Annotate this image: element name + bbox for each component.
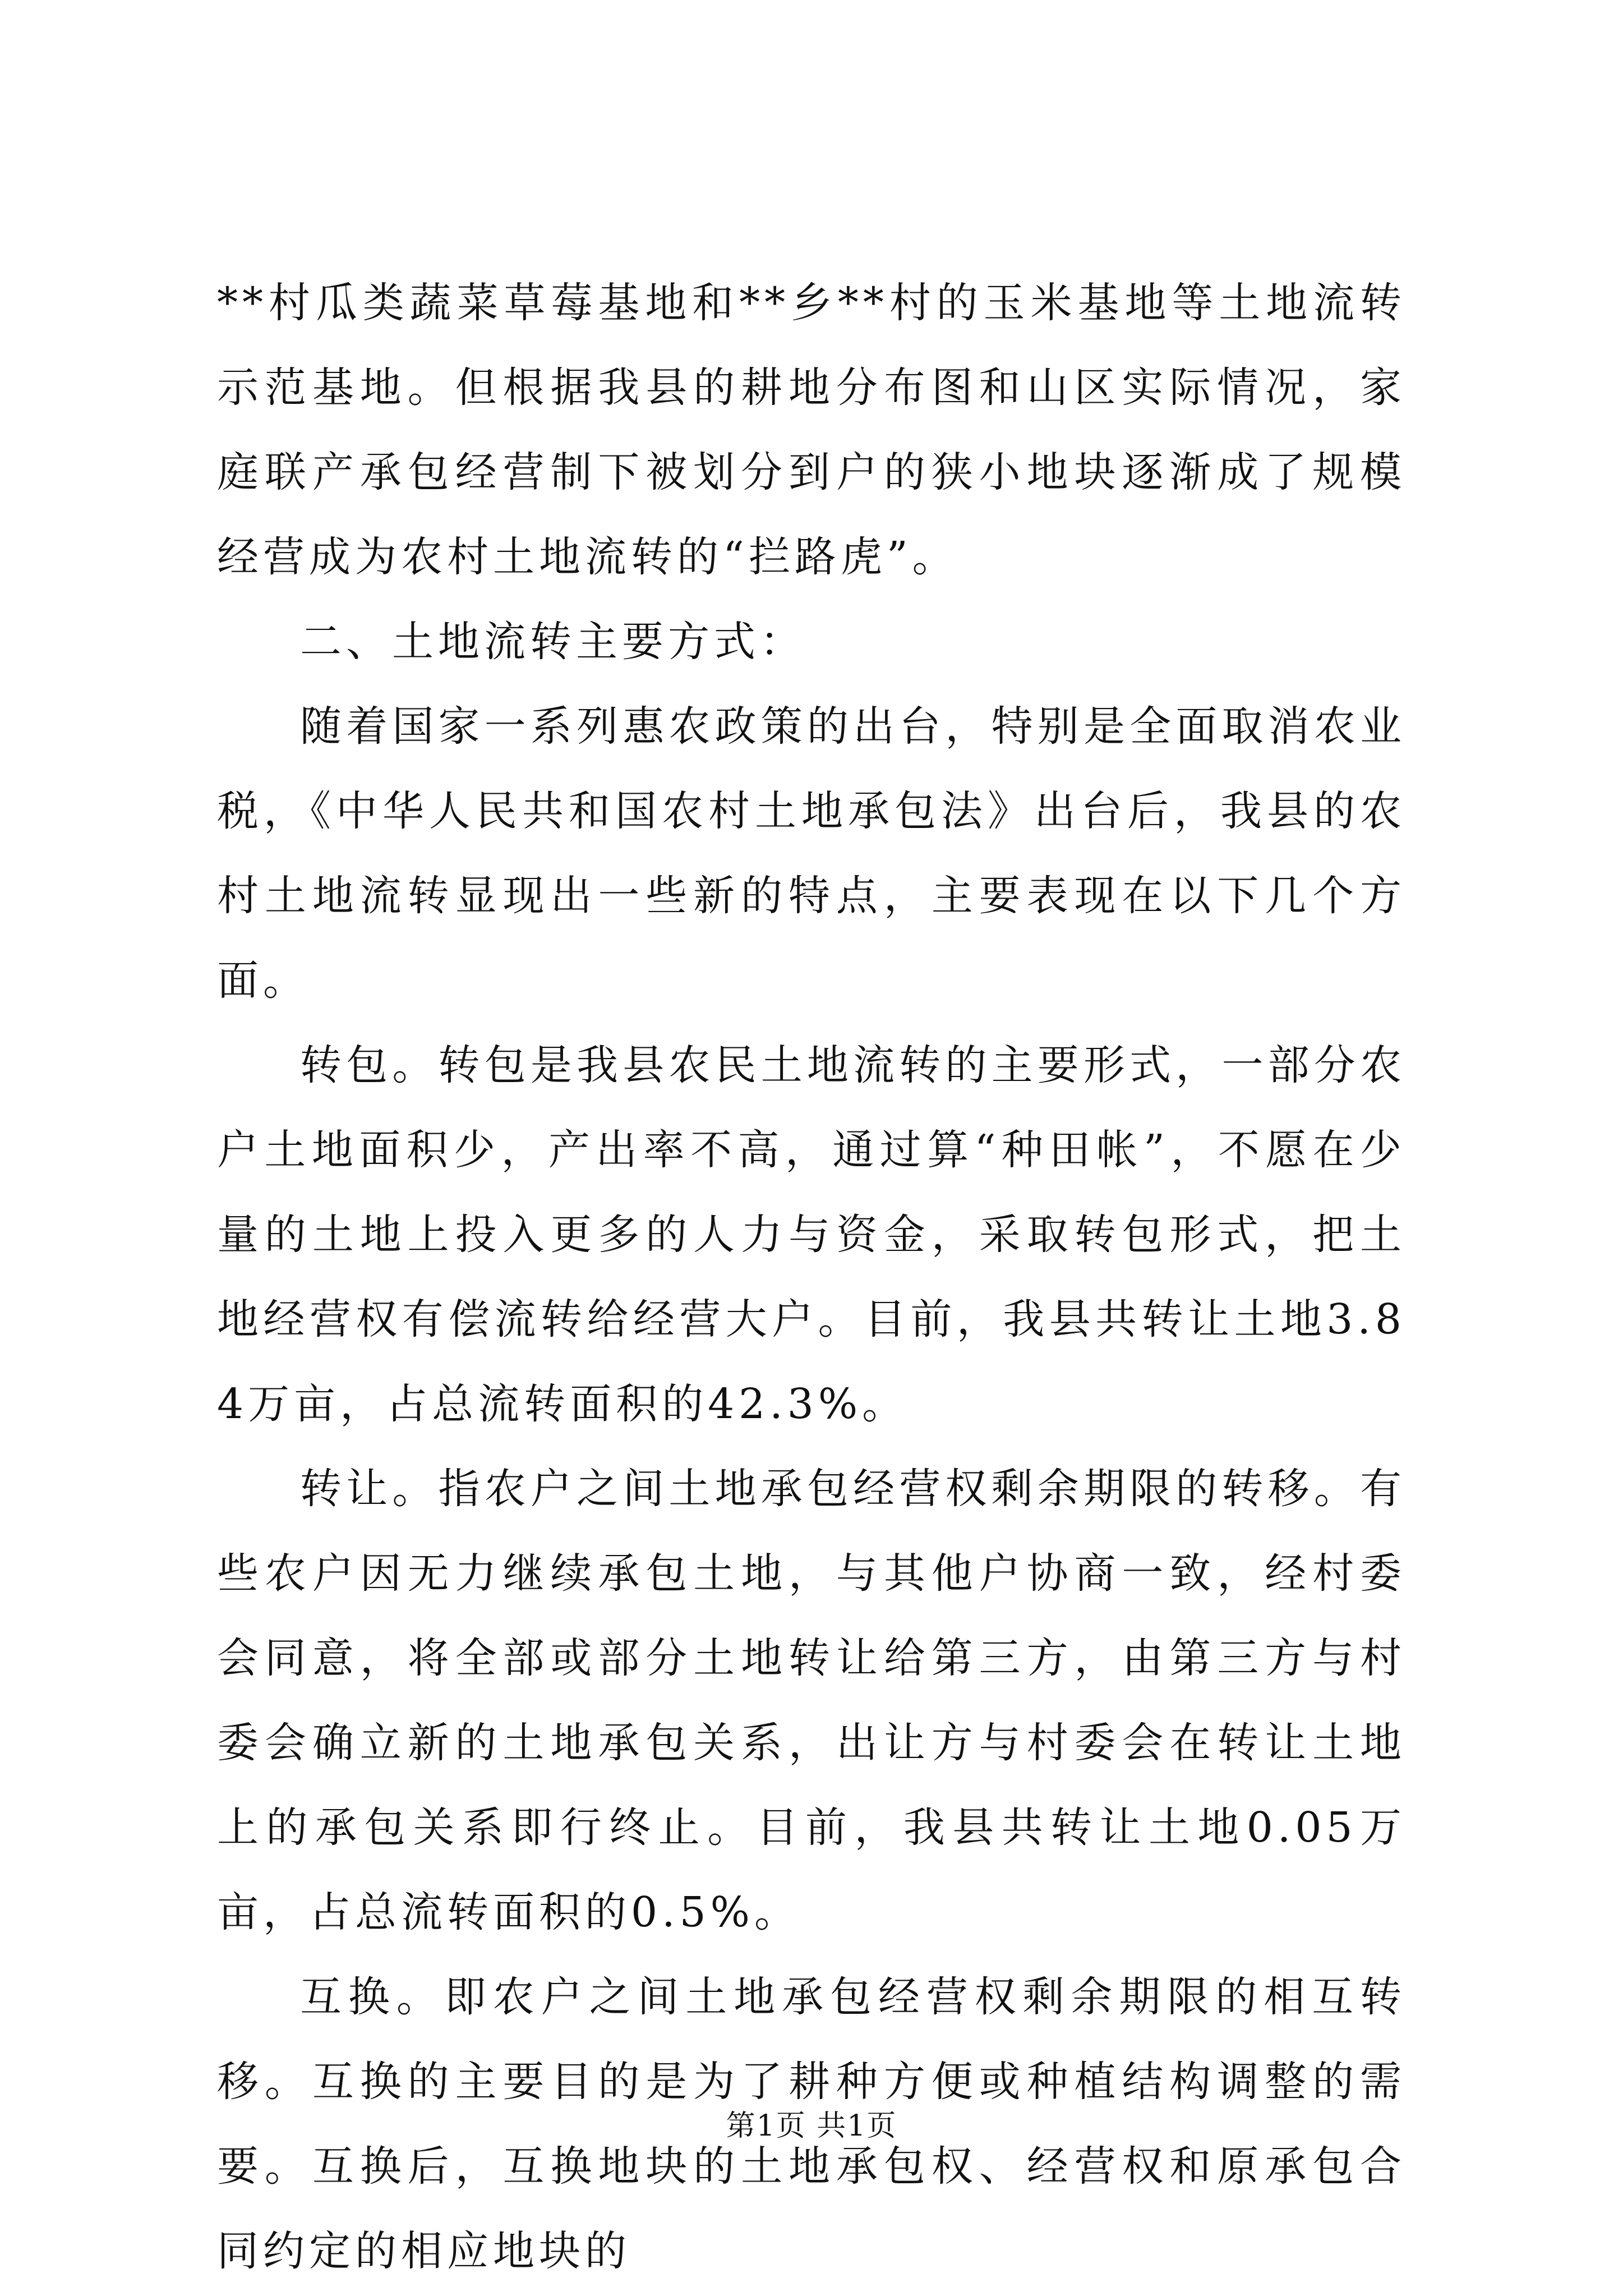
paragraph-exchange: 互换。即农户之间土地承包经营权剩余期限的相互转移。互换的主要目的是为了耕种方便或种植结构调整的需要。互换后，互换地块的土地承包权、经营权和原承包合同约定的相应地块的	[217, 1973, 1406, 2275]
page-footer: 第1页 共1页	[726, 2109, 897, 2143]
paragraph-transfer: 转让。指农户之间土地承包经营权剩余期限的转移。有些农户因无力继续承包土地，与其他户协商一致，经村委会同意，将全部或部分土地转让给第三方，由第三方与村委会确立新的土地承包关系，出让方与村委会在转让土地上的承包关系即行终止。目前，我县共转让土地0.05万亩，占总流转面积的0.5%。	[217, 1465, 1406, 1936]
paragraph-subcontract: 转包。转包是我县农民土地流转的主要形式，一部分农户土地面积少，产出率不高，通过算“种田帐”，不愿在少量的土地上投入更多的人力与资金，采取转包形式，把土地经营权有偿流转给经营大户。目前，我县共转让土地3.84万亩，占总流转面积的42.3%。	[217, 1041, 1406, 1428]
paragraph-intro: 随着国家一系列惠农政策的出台，特别是全面取消农业税，《中华人民共和国农村土地承包法》出台后，我县的农村土地流转显现出一些新的特点，主要表现在以下几个方面。	[217, 702, 1406, 1005]
paragraph-continuation: **村瓜类蔬菜草莓基地和**乡**村的玉米基地等土地流转示范基地。但根据我县的耕地分布图和山区实际情况，家庭联产承包经营制下被划分到户的狭小地块逐渐成了规模经营成为农村土地流转的“拦路虎”。	[217, 279, 1406, 581]
document-body	[217, 261, 1406, 2294]
section-heading: 二、土地流转主要方式：	[300, 618, 806, 666]
